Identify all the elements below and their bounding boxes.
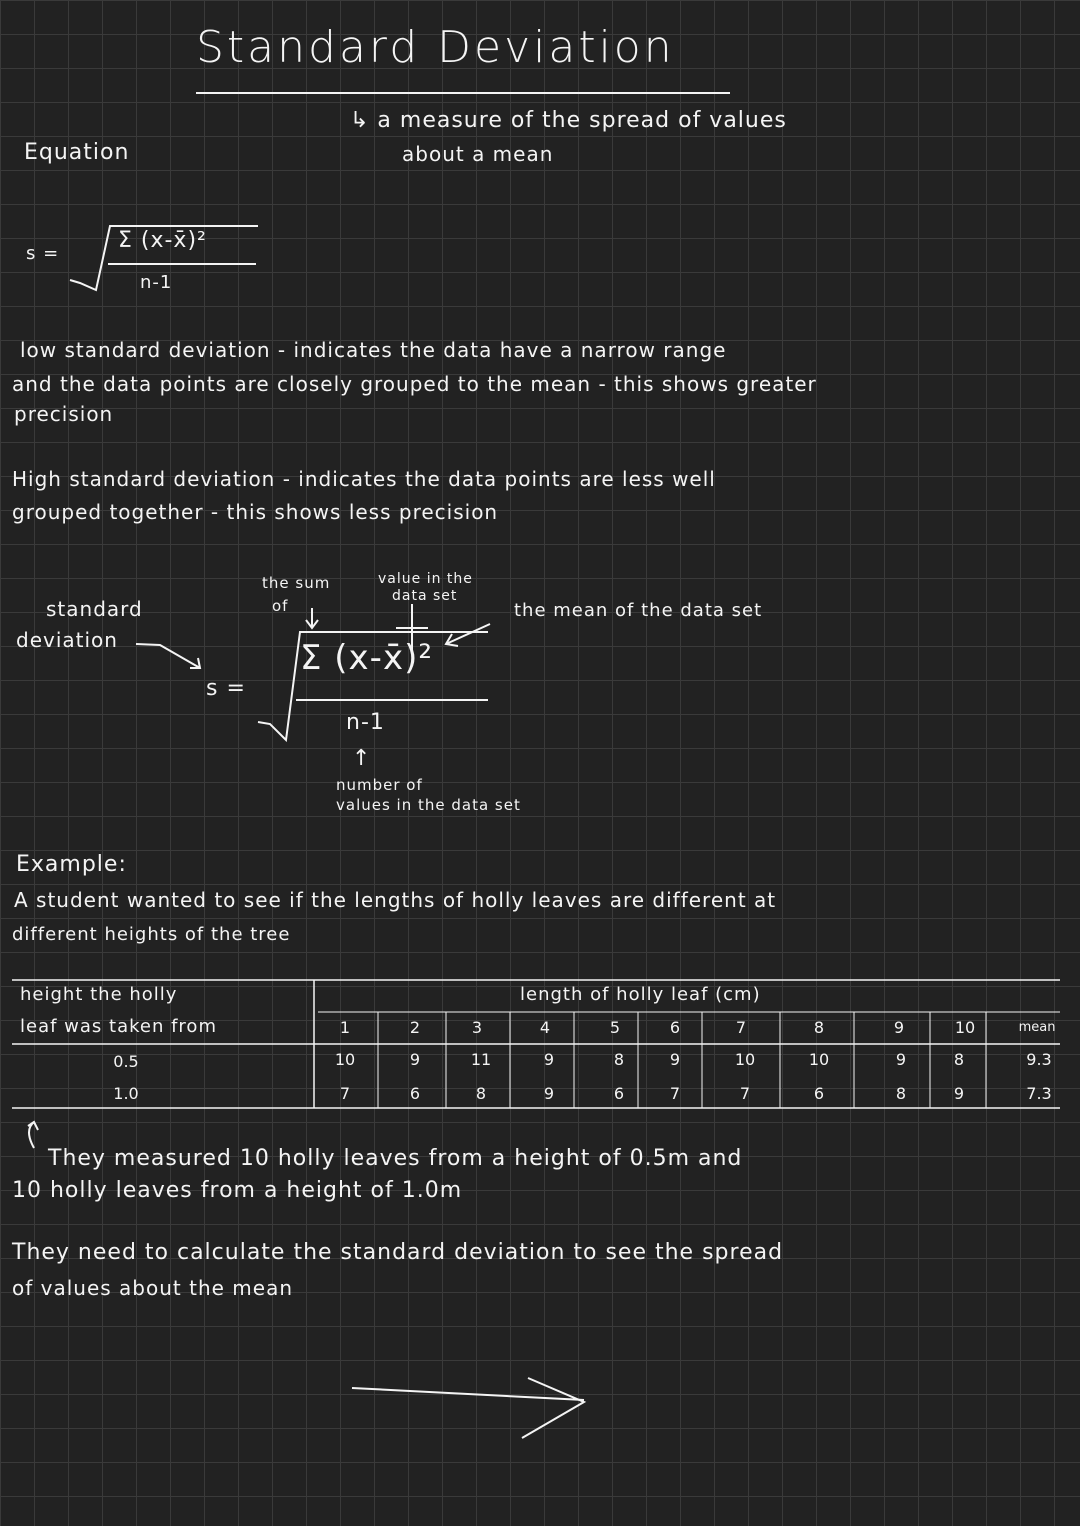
example-line-1: A student wanted to see if the lengths of holly leaves are different at (14, 888, 777, 912)
cell-value: 7 (669, 1084, 681, 1103)
cell-value: 10 (808, 1050, 830, 1069)
cell-value: 8 (475, 1084, 487, 1103)
label-data-set: data set (392, 588, 458, 604)
formula-numerator: Σ (x-x̄)² (118, 228, 207, 253)
table-group-header: length of holly leaf (cm) (520, 984, 761, 1005)
label-the-sum: the sum (262, 574, 331, 592)
table-row-header-line-1: height the holly (20, 984, 178, 1005)
formula-denominator: n-1 (140, 272, 173, 293)
cell-value: 11 (470, 1050, 492, 1069)
cell-value: 8 (613, 1050, 625, 1069)
high-sd-line-1: High standard deviation - indicates the data points are less well (12, 467, 716, 491)
cell-value: 9 (669, 1050, 681, 1069)
column-header: 3 (471, 1018, 483, 1037)
label-standard: standard (46, 597, 143, 621)
column-header: 6 (669, 1018, 681, 1037)
equation-label: Equation (24, 140, 130, 165)
column-header: 10 (954, 1018, 976, 1037)
cell-value: 6 (409, 1084, 421, 1103)
subtitle-line-2: about a mean (402, 142, 554, 166)
table-row-header-line-2: leaf was taken from (20, 1016, 217, 1037)
label-of: of (272, 597, 289, 615)
page-title: Standard Deviation (196, 22, 675, 73)
need-line-2: of values about the mean (12, 1276, 294, 1300)
cell-mean: 7.3 (1026, 1084, 1052, 1103)
low-sd-line-1: low standard deviation - indicates the data have a narrow range (20, 338, 727, 362)
column-header: mean (1018, 1020, 1056, 1035)
cell-value: 9 (895, 1050, 907, 1069)
annotated-numerator: Σ (x-x̄)² (300, 638, 433, 678)
cell-value: 8 (895, 1084, 907, 1103)
cell-value: 6 (813, 1084, 825, 1103)
cell-value: 9 (953, 1084, 965, 1103)
example-heading: Example: (16, 852, 127, 877)
label-mean-of-data-set: the mean of the data set (514, 600, 763, 621)
note-line-2: 10 holly leaves from a height of 1.0m (12, 1178, 463, 1203)
column-header: 7 (735, 1018, 747, 1037)
cell-value: 10 (734, 1050, 756, 1069)
cell-value: 9 (543, 1050, 555, 1069)
cell-value: 6 (613, 1084, 625, 1103)
annotated-denominator: n-1 (346, 710, 385, 735)
low-sd-line-2: and the data points are closely grouped to the mean - this shows greater (12, 372, 817, 396)
denominator-up-arrow: ↑ (352, 746, 372, 771)
column-header: 8 (813, 1018, 825, 1037)
cell-value: 9 (543, 1084, 555, 1103)
cell-value: 8 (953, 1050, 965, 1069)
cell-value: 9 (409, 1050, 421, 1069)
need-line-1: They need to calculate the standard deviation to see the spread (12, 1240, 784, 1265)
example-line-2: different heights of the tree (12, 924, 291, 945)
cell-value: 10 (334, 1050, 356, 1069)
label-values-in-data-set: values in the data set (336, 796, 521, 814)
cell-value: 7 (339, 1084, 351, 1103)
cell-value: 7 (739, 1084, 751, 1103)
low-sd-line-3: precision (14, 402, 114, 426)
label-number-of: number of (336, 776, 423, 794)
row-height: 0.5 (113, 1052, 139, 1071)
column-header: 5 (609, 1018, 621, 1037)
column-header: 4 (539, 1018, 551, 1037)
column-header: 9 (893, 1018, 905, 1037)
label-deviation: deviation (16, 628, 118, 652)
note-line-1: They measured 10 holly leaves from a height of 0.5m and (48, 1146, 743, 1171)
label-value-in-the: value in the (378, 571, 473, 587)
high-sd-line-2: grouped together - this shows less precision (12, 500, 499, 524)
subtitle-line-1: ↳ a measure of the spread of values (350, 108, 787, 133)
row-height: 1.0 (113, 1084, 139, 1103)
column-header: 2 (409, 1018, 421, 1037)
formula-s-equals: s = (26, 243, 60, 264)
cell-mean: 9.3 (1026, 1050, 1052, 1069)
column-header: 1 (339, 1018, 351, 1037)
annotated-s-equals: s = (206, 676, 246, 701)
